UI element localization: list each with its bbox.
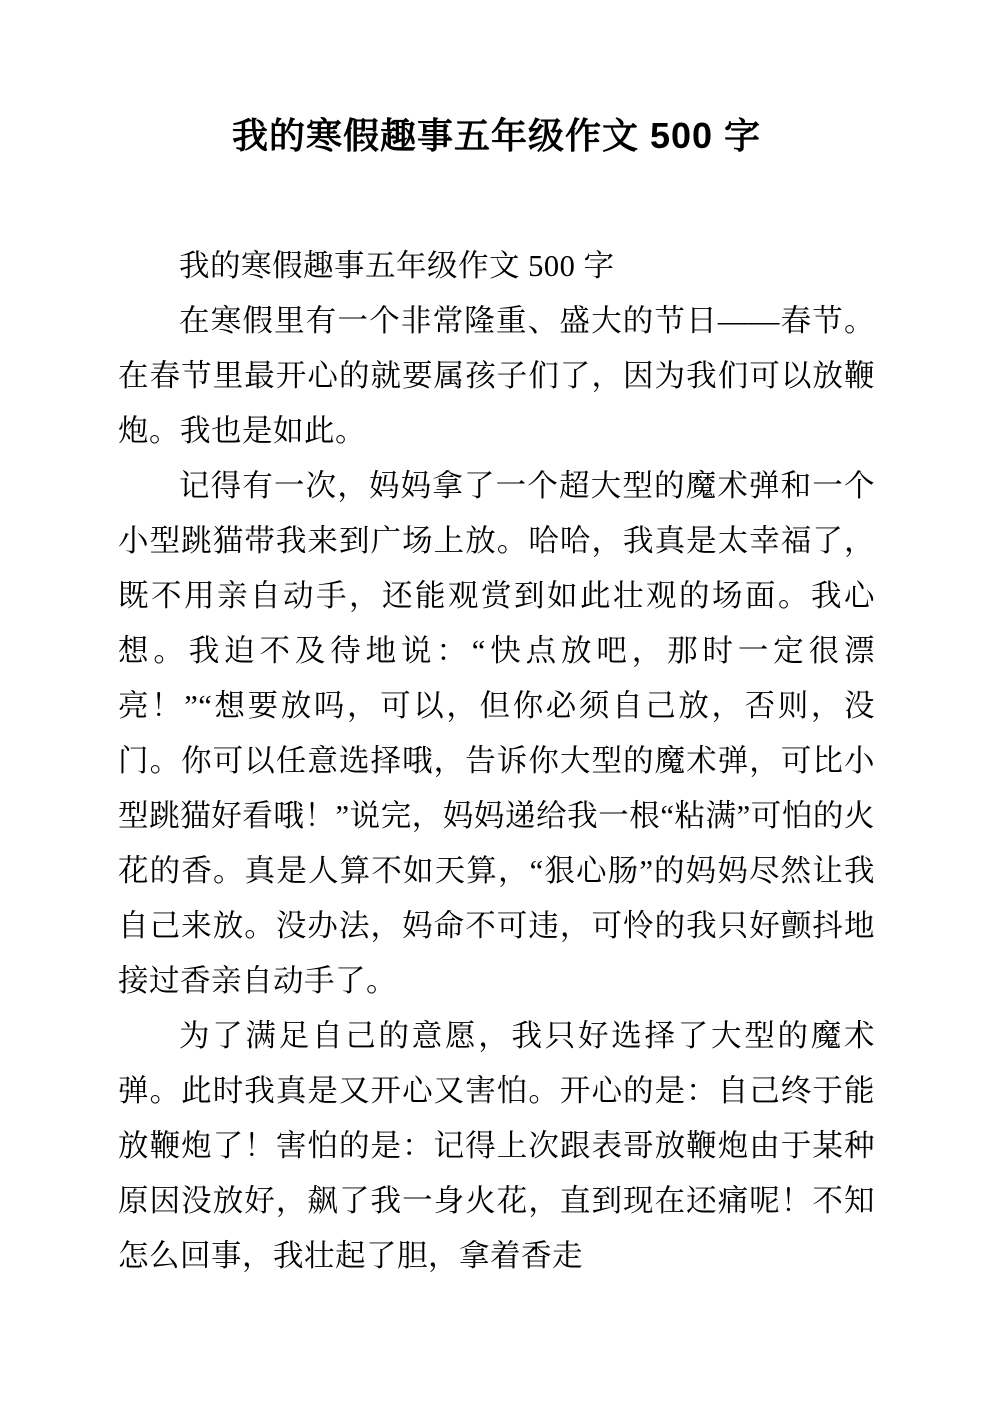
- paragraph: 在寒假里有一个非常隆重、盛大的节日——春节。在春节里最开心的就要属孩子们了，因为我们可以放鞭炮。我也是如此。: [118, 303, 875, 448]
- paragraph: 记得有一次，妈妈拿了一个超大型的魔术弹和一个小型跳猫带我来到广场上放。哈哈，我真是太幸福了，既不用亲自动手，还能观赏到如此壮观的场面。我心想。我迫不及待地说：“快点放吧，那时一定很漂亮！”“想要放吗，可以，但你必须自己放，否则，没门。你可以任意选择哦，告诉你大型的魔术弹，可比小型跳猫好看哦！”说完，妈妈递给我一根“粘满”可怕的火花的香。真是人算不如天算，“狠心肠”的妈妈尽然让我自己来放。没办法，妈命不可违，可怜的我只好颤抖地接过香亲自动手了。: [118, 468, 875, 998]
- paragraph: 为了满足自己的意愿，我只好选择了大型的魔术弹。此时我真是又开心又害怕。开心的是：自己终于能放鞭炮了！害怕的是：记得上次跟表哥放鞭炮由于某种原因没放好，飙了我一身火花，直到现在还痛呢！不知怎么回事，我壮起了胆，拿着香走: [118, 1018, 875, 1273]
- page-title: 我的寒假趣事五年级作文 500 字: [231, 115, 762, 156]
- document-body: [118, 239, 875, 1284]
- paragraph: 我的寒假趣事五年级作文 500 字: [179, 248, 615, 283]
